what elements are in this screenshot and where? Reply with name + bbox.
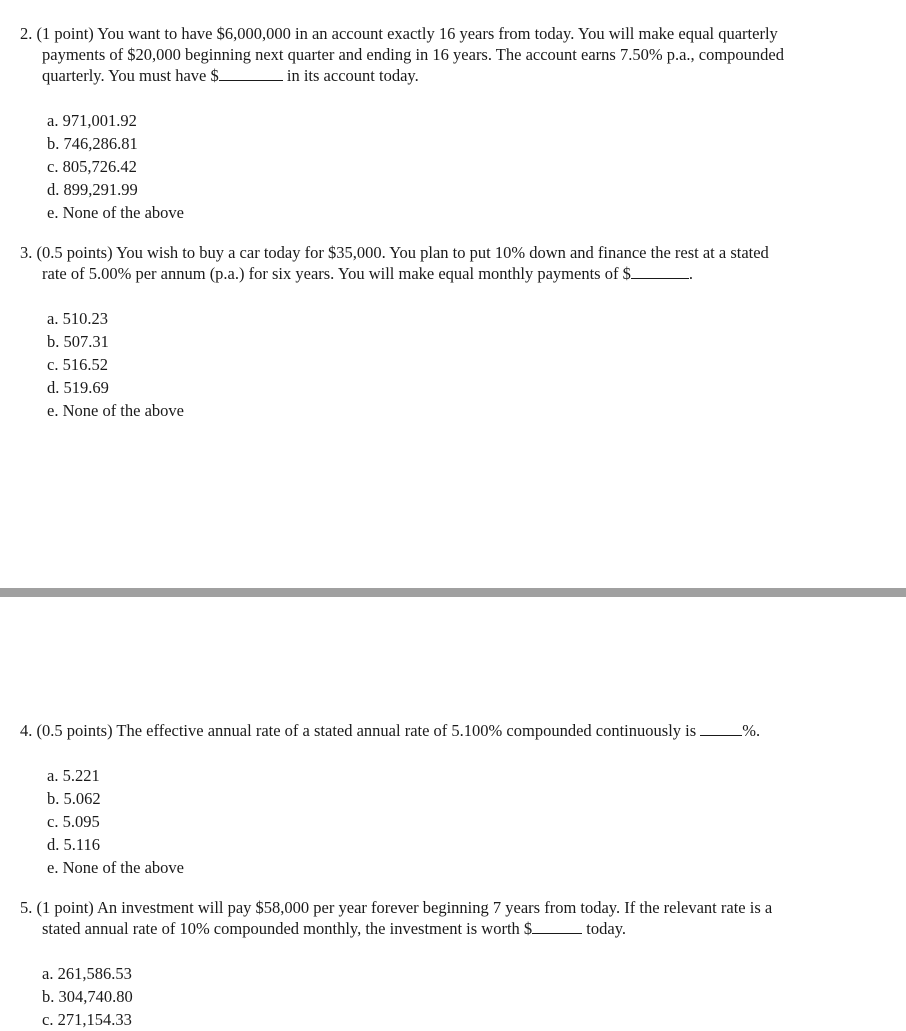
option-c: c. 271,154.33 [42,1010,132,1029]
question-3-options [47,307,184,422]
option-b: b. 304,740.80 [42,987,133,1006]
question-2-line-3 [20,65,870,86]
option-c: c. 516.52 [47,355,108,374]
document-page-2 [0,597,906,1029]
question-5 [20,897,870,939]
option-d: d. 899,291.99 [47,180,138,199]
option-c: c. 5.095 [47,812,100,831]
question-2-line-3-pre: quarterly. You must have $ [42,66,219,85]
question-5-line-2-pre: stated annual rate of 10% compounded monthly, the investment is worth $ [42,919,533,938]
question-5-line-2 [20,918,870,939]
question-2 [20,23,870,86]
option-e: e. None of the above [47,203,184,222]
question-2-options [47,109,184,224]
question-3-line-2 [20,263,870,284]
question-4 [20,720,870,741]
option-b: b. 507.31 [47,332,109,351]
question-2-line-3-post: in its account today. [282,66,419,85]
option-a: a. 510.23 [47,309,108,328]
question-3-line-1: 3. (0.5 points) You wish to buy a car today for $35,000. You plan to put 10% down and finance the rest at a stated [20,243,769,262]
option-e: e. None of the above [47,401,184,420]
option-e: e. None of the above [47,858,184,877]
option-b: b. 746,286.81 [47,134,138,153]
option-d: d. 5.116 [47,835,101,854]
question-3-line-2-pre: rate of 5.00% per annum (p.a.) for six years. You will make equal monthly payments of $ [42,264,631,283]
question-4-options [47,764,184,879]
answer-blank [219,65,283,81]
question-4-line-1-pre: 4. (0.5 points) The effective annual rate of a stated annual rate of 5.100% compounded continuously is [20,721,701,740]
question-5-line-1: 5. (1 point) An investment will pay $58,000 per year forever beginning 7 years from today. If the relevant rate is a [20,898,773,917]
question-2-line-2: payments of $20,000 beginning next quarter and ending in 16 years. The account earns 7.50% p.a., compounded [42,45,785,64]
option-b: b. 5.062 [47,789,101,808]
page-separator [0,588,906,597]
answer-blank [700,720,742,736]
option-a: a. 261,586.53 [42,964,132,983]
answer-blank [631,263,689,279]
question-3-line-2-post: . [688,264,693,283]
question-3 [20,242,870,284]
question-4-line-1 [20,720,870,741]
option-d: d. 519.69 [47,378,109,397]
question-2-line-1: 2. (1 point) You want to have $6,000,000 in an account exactly 16 years from today. You will make equal quarterly [20,24,778,43]
question-5-line-2-post: today. [582,919,627,938]
option-a: a. 971,001.92 [47,111,137,130]
question-5-options [42,962,133,1031]
option-a: a. 5.221 [47,766,100,785]
question-4-line-1-post: %. [742,721,761,740]
answer-blank [532,918,582,934]
option-c: c. 805,726.42 [47,157,137,176]
